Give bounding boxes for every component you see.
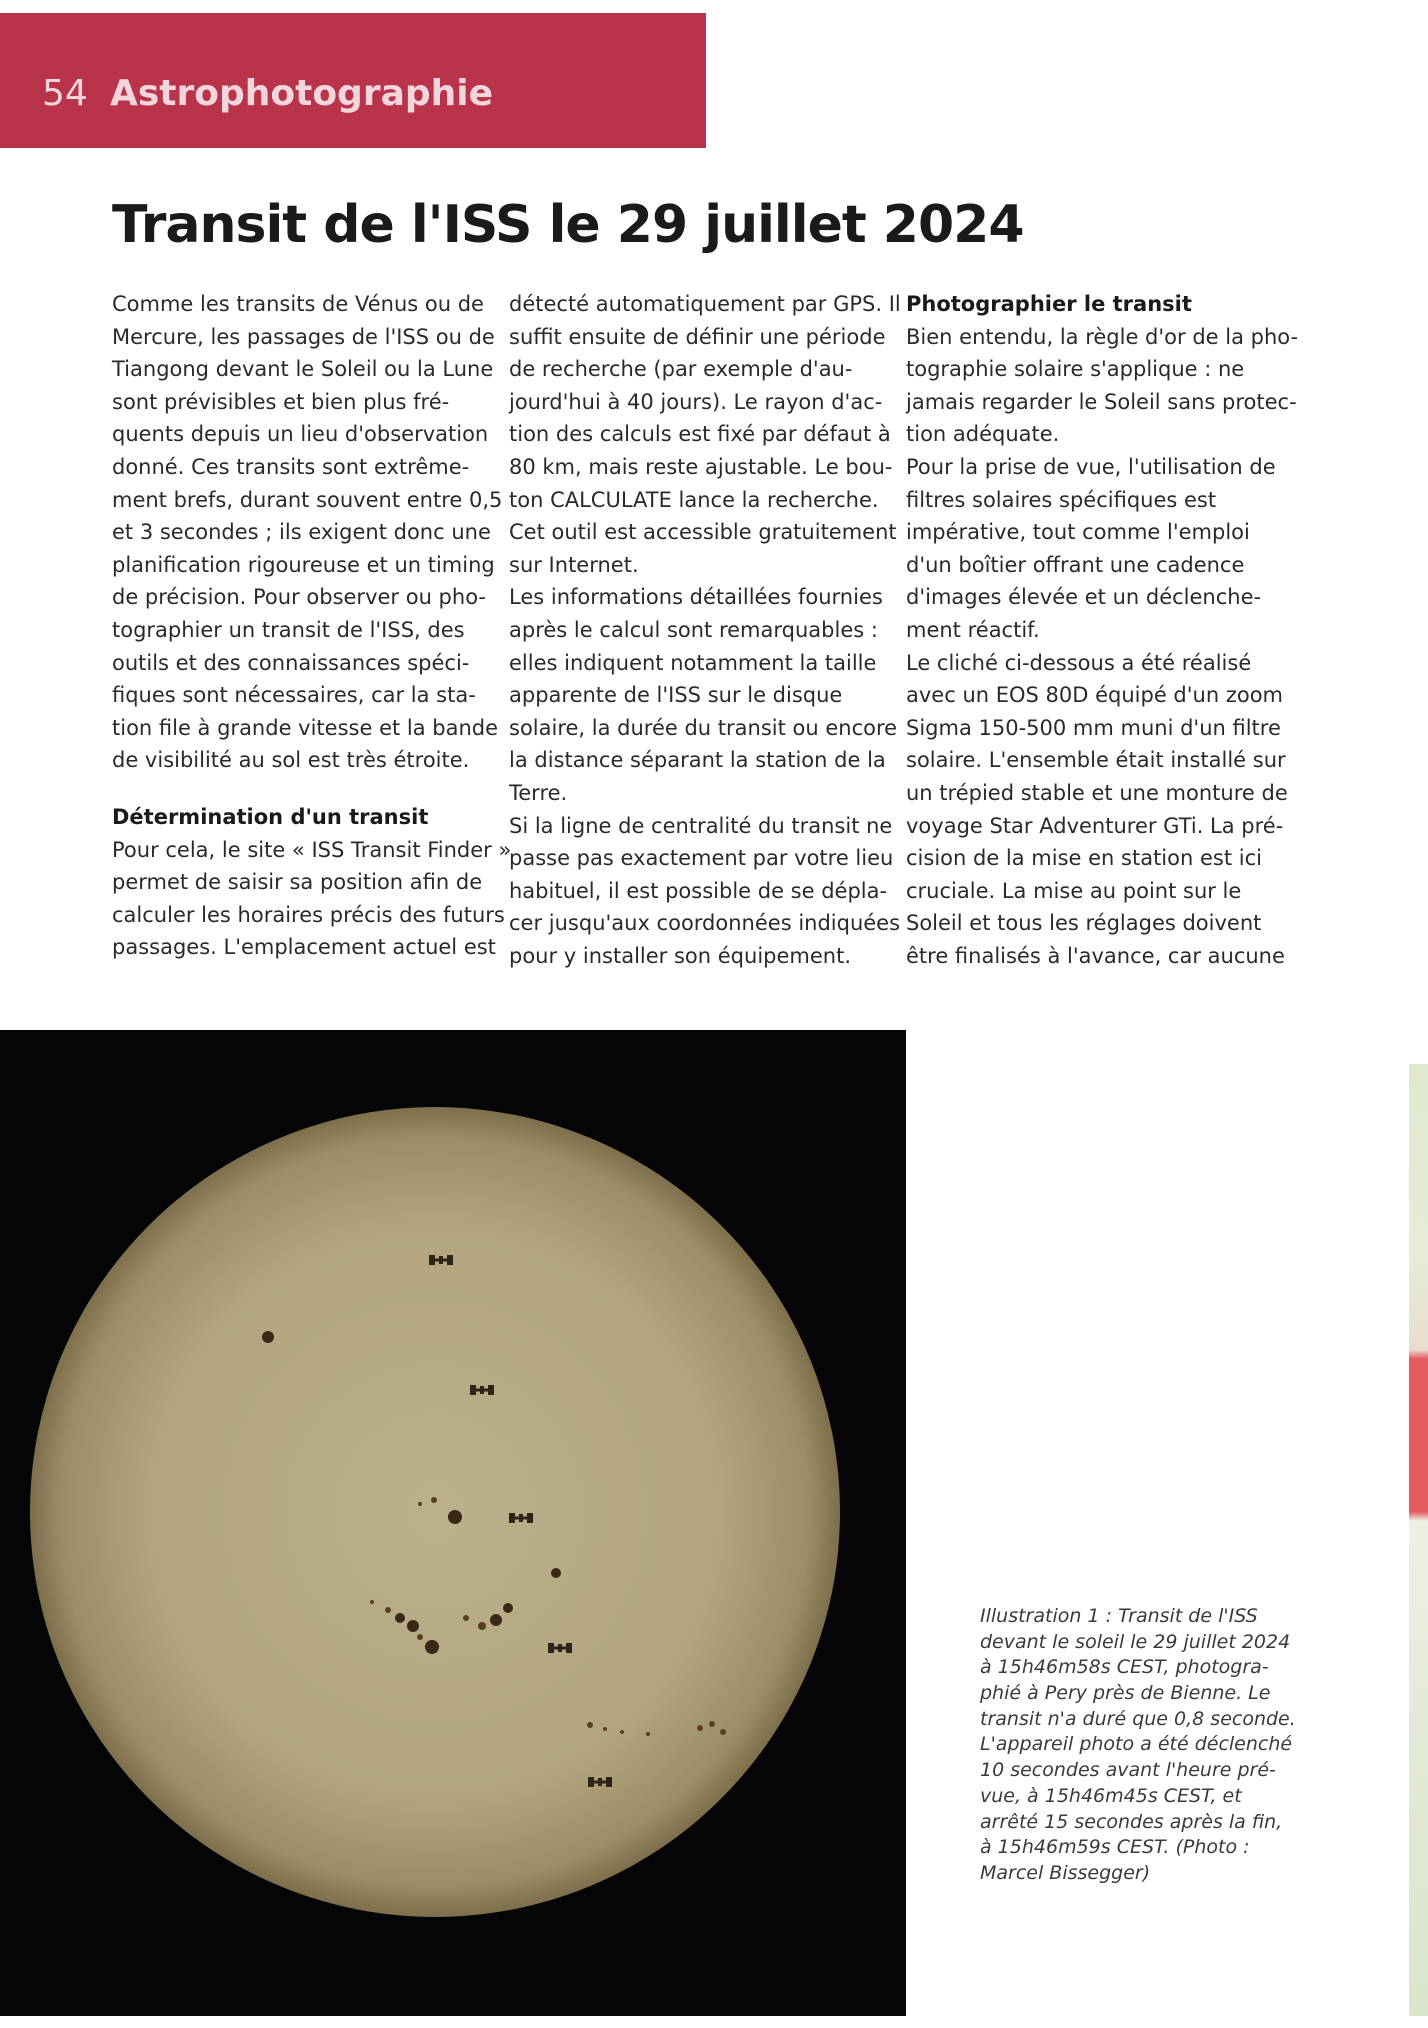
text-line: Si la ligne de centralité du transit ne (509, 813, 893, 838)
sunspot (448, 1510, 462, 1524)
caption-line: 10 secondes avant l'heure pré- (980, 1759, 1276, 1782)
map-fragment (1409, 1064, 1428, 2016)
text-line: suffit ensuite de définir une période (509, 324, 886, 349)
text-line: avec un EOS 80D équipé d'un zoom (906, 683, 1283, 708)
text-line: passages. L'emplacement actuel est (112, 935, 496, 960)
text-line: calculer les horaires précis des futurs (112, 902, 505, 927)
text-line: Pour la prise de vue, l'utilisation de (906, 454, 1276, 479)
text-line: pour y installer son équipement. (509, 943, 851, 968)
sunspot (490, 1614, 502, 1626)
subheading-determination: Détermination d'un transit (112, 804, 429, 829)
sunspot (503, 1603, 513, 1613)
sunspot (417, 1634, 423, 1640)
sunspot (262, 1331, 274, 1343)
text-column-1 (112, 288, 512, 964)
text-line: après le calcul sont remarquables : (509, 617, 878, 642)
iss-silhouette (470, 1385, 494, 1395)
sunspot (620, 1730, 624, 1734)
text-line: tion file à grande vitesse et la bande (112, 715, 499, 740)
iss-silhouette (588, 1777, 612, 1787)
text-line: un trépied stable et une monture de (906, 780, 1288, 805)
caption-line: phié à Pery près de Bienne. Le (980, 1682, 1271, 1705)
sunspot (463, 1615, 469, 1621)
caption-line: transit n'a duré que 0,8 seconde. (980, 1707, 1296, 1730)
photo-caption (980, 1604, 1296, 1887)
text-line: permet de saisir sa position afin de (112, 870, 483, 895)
text-line: fiques sont nécessaires, car la sta- (112, 683, 476, 708)
text-line: donné. Ces transits sont extrême- (112, 454, 470, 479)
caption-line: Illustration 1 : Transit de l'ISS (980, 1605, 1258, 1627)
sunspot (720, 1729, 726, 1735)
text-line: cruciale. La mise au point sur le (906, 878, 1242, 903)
text-line: Pour cela, le site « ISS Transit Finder » (112, 837, 512, 862)
iss-silhouette (548, 1643, 572, 1653)
text-line: solaire, la durée du transit ou encore (509, 715, 898, 740)
text-line: Bien entendu, la règle d'or de la pho- (906, 324, 1299, 349)
text-line: tographier un transit de l'ISS, des (112, 617, 465, 642)
text-line: sont prévisibles et bien plus fré- (112, 389, 450, 414)
text-line: cision de la mise en station est ici (906, 846, 1262, 871)
text-line: Comme les transits de Vénus ou de (112, 292, 484, 316)
text-line: de précision. Pour observer ou pho- (112, 585, 487, 610)
caption-line: à 15h46m58s CEST, photogra- (980, 1656, 1269, 1679)
text-line: ment réactif. (906, 617, 1040, 642)
text-line: jourd'hui à 40 jours). Le rayon d'ac- (509, 389, 883, 414)
text-line: d'images élevée et un déclenche- (906, 585, 1262, 610)
text-line: de visibilité au sol est très étroite. (112, 748, 470, 773)
article-title: Transit de l'ISS le 29 juillet 2024 (112, 195, 1024, 255)
text-line: détecté automatiquement par GPS. Il (509, 292, 901, 316)
sun-transit-photo (0, 1030, 906, 2016)
text-line: outils et des connaissances spéci- (112, 650, 470, 675)
text-column-3 (906, 288, 1299, 972)
text-line: Tiangong devant le Soleil ou la Lune (112, 357, 494, 382)
text-line: Cet outil est accessible gratuitement (509, 520, 897, 545)
caption-line: arrêté 15 secondes après la fin, (980, 1810, 1283, 1833)
sunspot (407, 1620, 419, 1632)
sunspot (587, 1722, 593, 1728)
text-line: ment brefs, durant souvent entre 0,5 (112, 487, 503, 512)
text-line: ton CALCULATE lance la recherche. (509, 487, 879, 512)
text-line: de recherche (par exemple d'au- (509, 357, 853, 382)
text-line: solaire. L'ensemble était installé sur (906, 748, 1286, 773)
text-line: voyage Star Adventurer GTi. La pré- (906, 813, 1284, 838)
sunspot (385, 1607, 391, 1613)
text-line: tion adéquate. (906, 422, 1060, 447)
section-title: Astrophotographie (110, 73, 494, 114)
text-line: la distance séparant la station de la (509, 748, 886, 773)
caption-line: L'appareil photo a été déclenché (980, 1733, 1293, 1756)
sunspot (709, 1721, 715, 1727)
text-line: elles indiquent notamment la taille (509, 650, 877, 675)
text-line: Les informations détaillées fournies (509, 585, 883, 610)
text-line: habituel, il est possible de se dépla- (509, 878, 888, 903)
text-line: d'un boîtier offrant une cadence (906, 552, 1245, 577)
sunspot (370, 1600, 374, 1604)
text-line: Sigma 150-500 mm muni d'un filtre (906, 715, 1281, 740)
caption-line: Marcel Bissegger) (980, 1861, 1151, 1884)
sunspot (551, 1568, 561, 1578)
text-line: planification rigoureuse et un timing (112, 552, 495, 577)
text-line: tographie solaire s'applique : ne (906, 357, 1245, 382)
text-line: cer jusqu'aux coordonnées indiquées (509, 911, 901, 936)
text-line: Soleil et tous les réglages doivent (906, 911, 1262, 936)
text-line: 80 km, mais reste ajustable. Le bou- (509, 454, 893, 479)
sun-disk-photo (0, 1030, 906, 2016)
iss-silhouette (509, 1513, 533, 1523)
text-line: quents depuis un lieu d'observation (112, 422, 489, 447)
text-line: apparente de l'ISS sur le disque (509, 683, 843, 708)
sunspot (697, 1725, 703, 1731)
sunspot (418, 1502, 422, 1506)
paragraph-gap (112, 777, 492, 801)
text-line: Mercure, les passages de l'ISS ou de (112, 324, 495, 349)
text-line: impérative, tout comme l'emploi (906, 520, 1250, 545)
text-column-2 (509, 288, 901, 972)
sunspot (395, 1613, 405, 1623)
subheading-photographier: Photographier le transit (906, 292, 1192, 316)
caption-line: devant le soleil le 29 juillet 2024 (980, 1630, 1291, 1653)
sunspot (478, 1622, 486, 1630)
sun-disk (30, 1107, 840, 1917)
iss-silhouette (429, 1255, 453, 1265)
text-line: sur Internet. (509, 552, 639, 577)
sunspot (431, 1497, 437, 1503)
text-line: jamais regarder le Soleil sans protec- (906, 389, 1297, 414)
text-line: filtres solaires spécifiques est (906, 487, 1217, 512)
text-line: passe pas exactement par votre lieu (509, 846, 894, 871)
sunspot (425, 1640, 439, 1654)
text-line: et 3 secondes ; ils exigent donc une (112, 520, 491, 545)
sunspot (646, 1732, 650, 1736)
sunspot (603, 1727, 607, 1731)
text-line: être finalisés à l'avance, car aucune (906, 943, 1285, 968)
caption-line: vue, à 15h46m45s CEST, et (980, 1784, 1242, 1807)
text-line: tion des calculs est fixé par défaut à (509, 422, 891, 447)
text-line: Terre. (509, 780, 568, 805)
page-number: 54 (42, 73, 88, 114)
caption-line: à 15h46m59s CEST. (Photo : (980, 1836, 1250, 1859)
text-line: Le cliché ci-dessous a été réalisé (906, 650, 1252, 675)
